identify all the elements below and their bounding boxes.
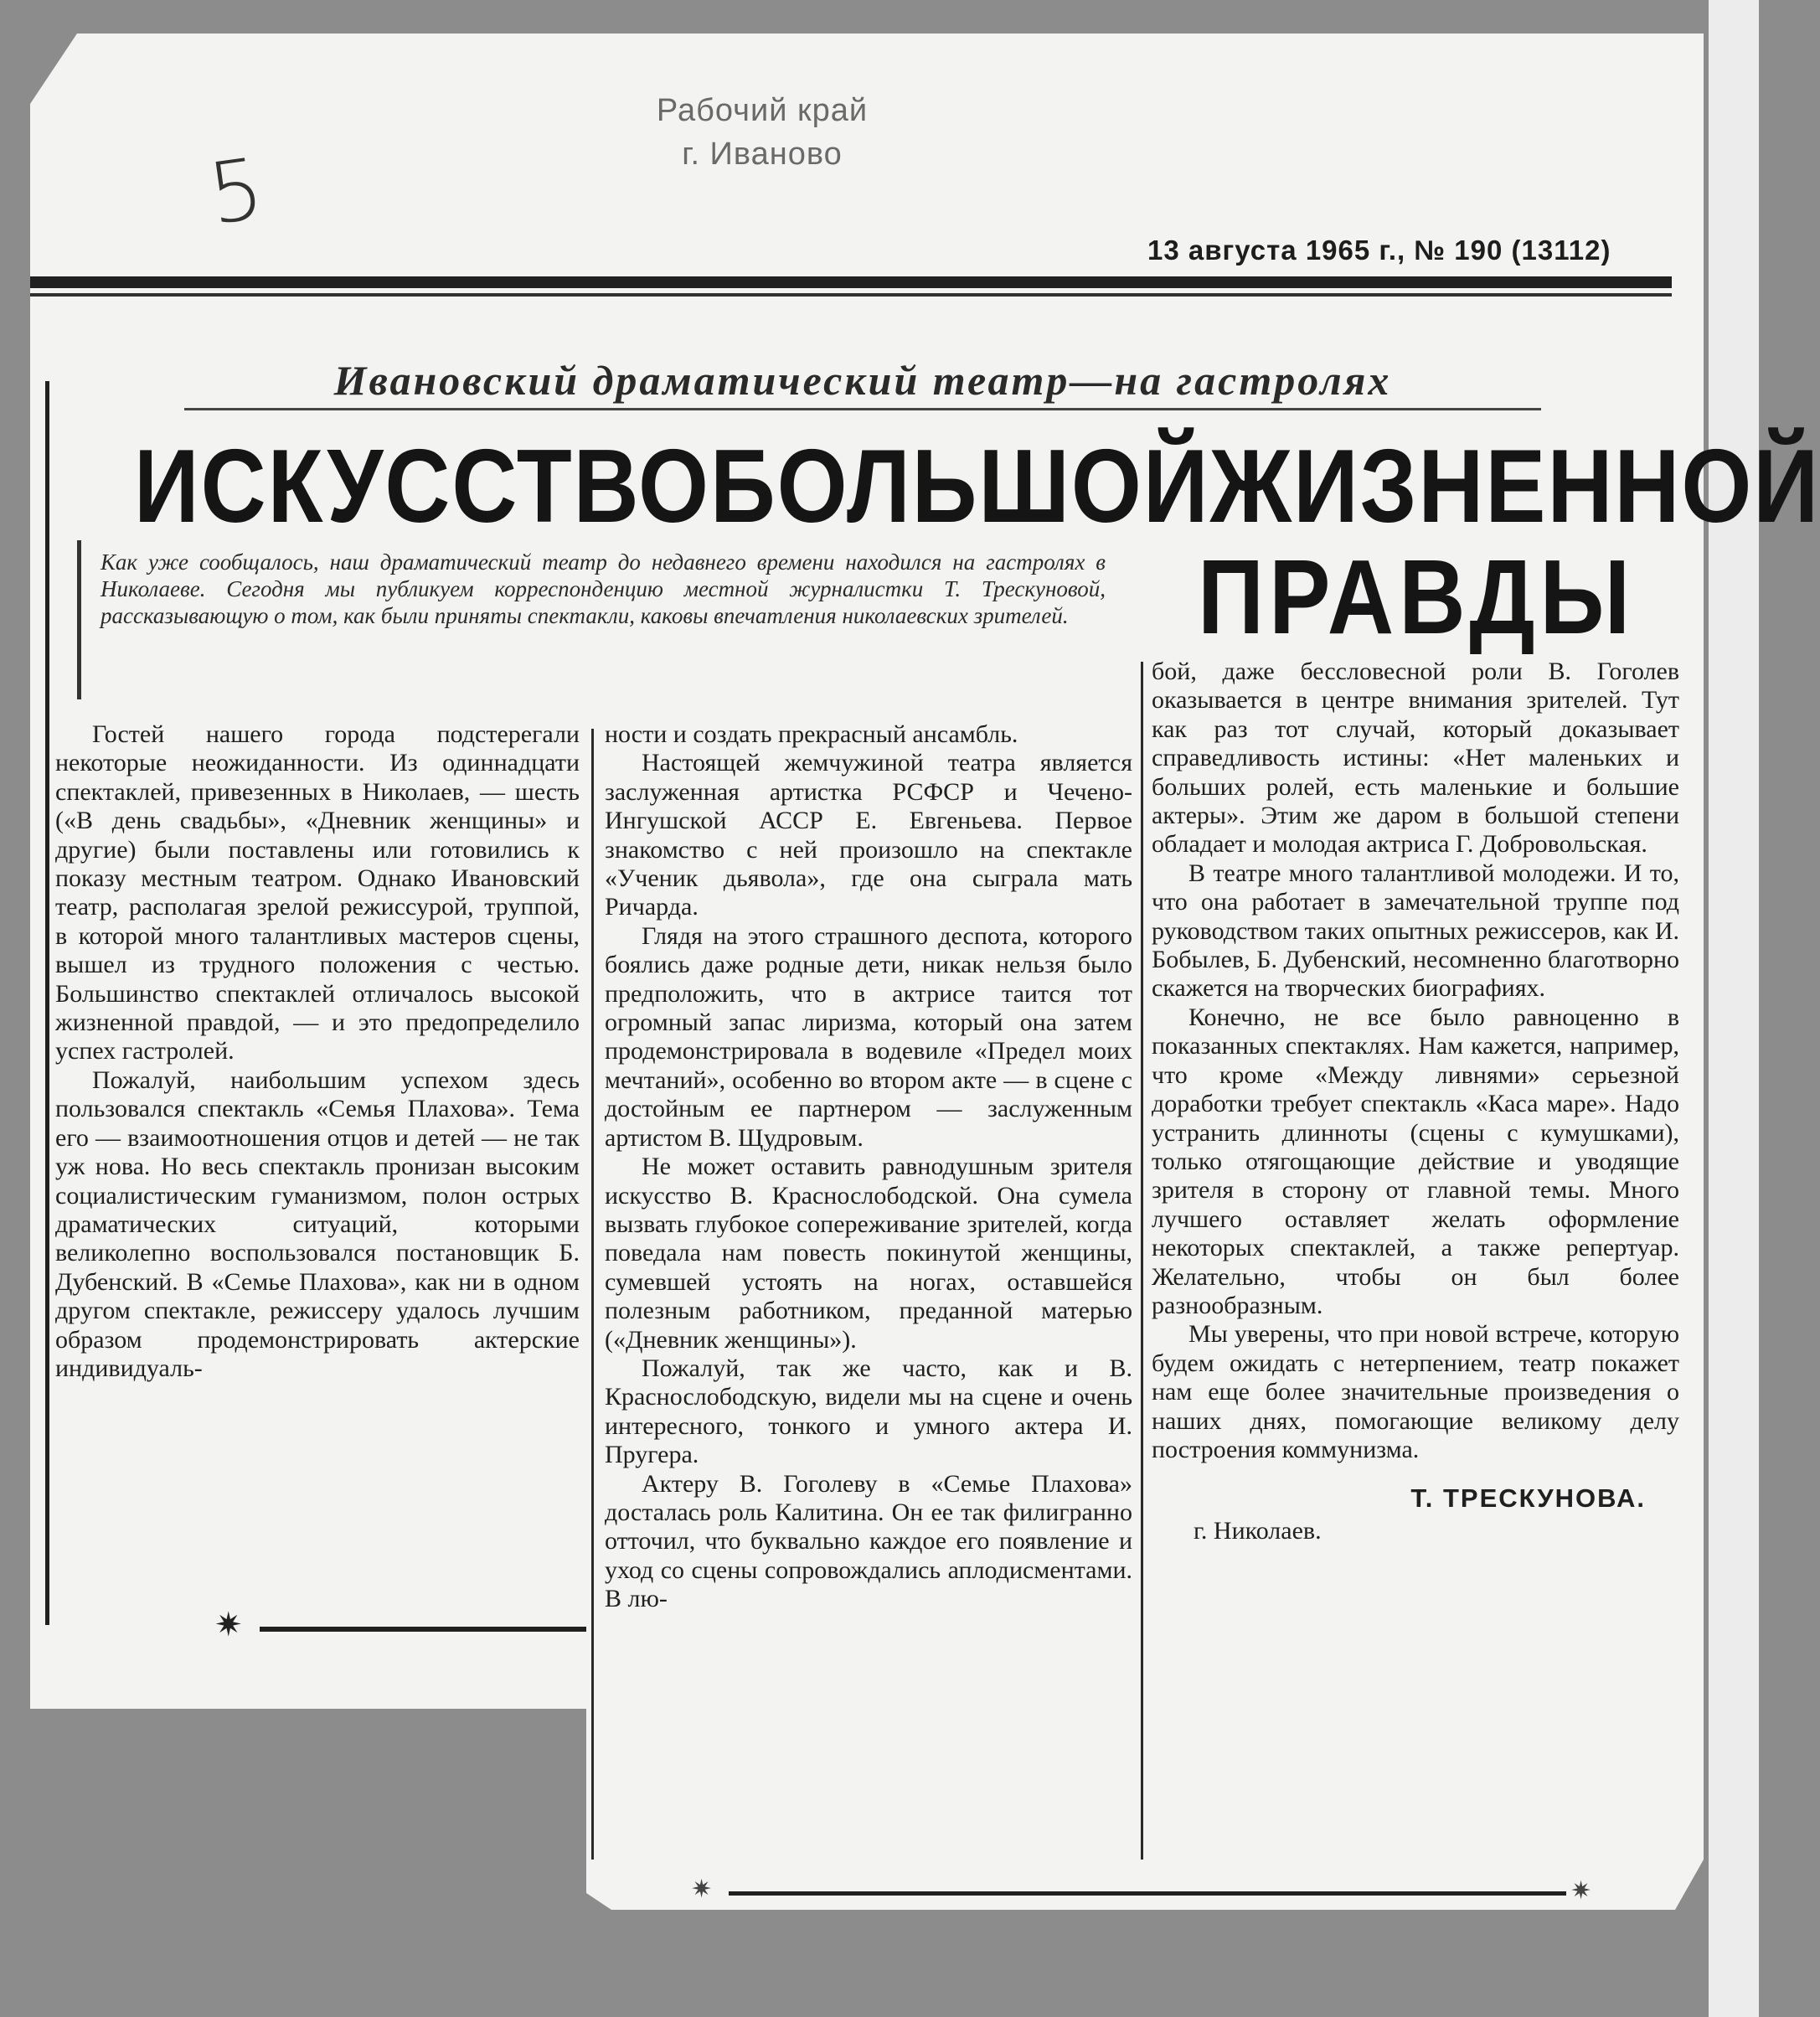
paragraph: Глядя на этого страшного деспота, которого боялись даже родные дети, никак нельзя было предположить, что в актрисе таится тот огромный запас лиризма, который она затем продемонстрировала в водевиле «Предел моих мечтаний», особенно во втором акте — в сцене с достойным ее партнером — заслуженным артистом В. Щудровым. [605,921,1132,1152]
author-city: г. Николаев. [1194,1516,1322,1545]
masthead-stamp [553,89,972,176]
handwritten-page-number: 5 [203,139,270,244]
header-rule-thin [30,293,1672,297]
paragraph: Не может оставить равнодушным зрителя искусство В. Краснослободской. Она сумела вызвать глубокое сопереживание зрителей, когда поведала нам повесть покинутой женщины, сумевшей устоять на ногах, оставшейся полезным работником, преданной матерью («Дневник женщины»). [605,1153,1132,1354]
newspaper-clipping-lower [586,1658,1704,1910]
headline-word-1: ИСКУССТВО [134,427,710,544]
paragraph: бой, даже бессловесной роли В. Гоголев оказывается в центре внимания зрителей. Тут как раз тот случай, который доказывает справедливость истины: «Нет маленьких и больших ролей, есть маленькие и большие актеры». Этим же даром в большой степени обладает и молодая актриса Г. Добровольская. [1152,658,1679,859]
kicker: Ивановский драматический театр—на гастролях [184,356,1541,410]
ornament-star-icon: ✷ [1570,1877,1592,1905]
paragraph: В театре много талантливой молодежи. И то, что она работает в замечательной труппе под руководством таких опытных режиссеров, как И. Бобылев, Б. Дубенский, несомненно благотворно скажется на творческих биографиях. [1152,859,1679,1003]
headline-last-word: ПРАВДЫ [1198,538,1636,657]
article-column-3 [1152,658,1679,1545]
headline-word-3: ЖИЗНЕННОЙ [1209,427,1820,544]
paragraph: Настоящей жемчужиной театра является заслуженная артистка РСФСР и Чечено-Ингушской АССР Е. Евгеньева. Первое знакомство с ней произошло на спектакле «Ученик дьявола», где она сыграла мать Ричарда. [605,749,1132,921]
dateline: 13 августа 1965 г., № 190 (13112) [1147,235,1611,266]
article-column-1 [55,720,580,1383]
headline [134,426,1820,546]
footer-rule [729,1891,1566,1896]
headline-word-2: БОЛЬШОЙ [710,427,1210,544]
paragraph: Пожалуй, так же часто, как и В. Краснослободскую, видели мы на сцене и очень интересного, тонкого и умного актера И. Пругера. [605,1354,1132,1469]
background-strip [1709,0,1759,2017]
lead-bar [77,540,81,699]
author-signature: Т. ТРЕСКУНОВА. [1410,1483,1646,1514]
newspaper-name: Рабочий край [656,93,869,128]
column-divider [591,729,594,1860]
paragraph: ности и создать прекрасный ансамбль. [605,720,1018,748]
paragraph: Актеру В. Гоголеву в «Семье Плахова» досталась роль Калитина. Он ее так филигранно отточил, что буквально каждое его появление и уход со сцены сопровождались аплодисментами. В лю- [605,1469,1132,1613]
left-column-rule [45,381,49,1625]
article-column-2 [605,720,1132,1614]
footer-rule [260,1627,586,1632]
newspaper-city: г. Иваново [682,137,843,172]
paragraph: Конечно, не все было равноценно в показанных спектаклях. Нам кажется, например, что кроме «Между ливнями» серьезной доработки требует спектакль «Каса маре». Надо устранить длинноты (сцены с кумушками), только отягощающие действие и уводящие зрителя в сторону от главной темы. Много лучшего оставляет желать оформление некоторых спектаклей, а также репертуар. Желательно, чтобы он был более разнообразным. [1152,1003,1679,1319]
paragraph: Гостей нашего города подстерегали некоторые неожиданности. Из одиннадцати спектаклей, привезенных в Николаев, — шесть («В день свадьбы», «Дневник женщины» и другие) были поставлены или готовились к показу местным театром. Однако Ивановский театр, располагая зрелой режиссурой, труппой, в которой много талантливых мастеров сцены, вышел из трудного положения с честью. Большинство спектаклей отличалось высокой жизненной правдой, — и это предопределило успех гастролей. [55,720,580,1065]
paragraph: Мы уверены, что при новой встрече, которую будем ожидать с нетерпением, театр покажет нам еще более значительные произведения о наших днях, помогающие великому делу построения коммунизма. [1152,1320,1679,1463]
ornament-star-icon: ✷ [214,1606,243,1643]
header-rule [30,276,1672,288]
ornament-star-icon: ✷ [691,1875,713,1903]
lead-paragraph: Как уже сообщалось, наш драматический театр до недавнего времени находился на гастролях в Николаеве. Сегодня мы публикуем корреспонденцию местной журналистки Т. Трескуновой, рассказывающую о том, как были приняты спектакли, каковы впечатления николаевских зрителей. [101,549,1106,628]
column-divider [1141,662,1143,1860]
paragraph: Пожалуй, наибольшим успехом здесь пользовался спектакль «Семья Плахова». Тема его — взаимоотношения отцов и детей — не так уж нова. Но весь спектакль пронизан высоким социалистическим гуманизмом, полон острых драматических ситуаций, которыми великолепно воспользовался постановщик Б. Дубенский. В «Семье Плахова», как ни в одном другом спектакле, режиссеру удалось лучшим образом продемонстрировать актерские индивидуаль- [55,1065,580,1382]
